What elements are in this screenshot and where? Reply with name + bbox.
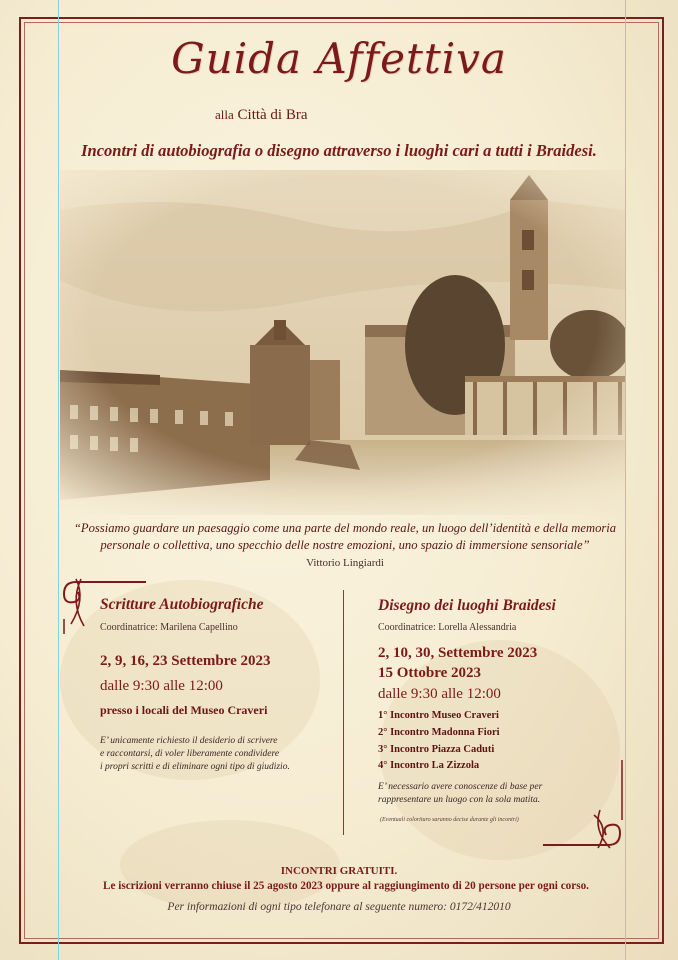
meeting-item: 2° Incontro Madonna Fiori xyxy=(378,727,500,738)
flourish-ornament-icon xyxy=(538,760,628,850)
dates-line: 2, 10, 30, Settembre 2023 xyxy=(378,645,538,661)
note-drawing xyxy=(378,781,542,807)
contact-info: Per informazioni di ogni tipo telefonare al seguente numero: 0172/412010 xyxy=(167,901,511,913)
enrollment-notice: Le iscrizioni verranno chiuse il 25 agosto 2023 oppure al raggiungimento di 20 persone per ogni corso. xyxy=(103,880,589,892)
dates-writing: 2, 9, 16, 23 Settembre 2023 xyxy=(100,653,271,669)
meeting-item: 4° Incontro La Zizzola xyxy=(378,760,480,771)
note-line: e raccontarsi, di voler liberamente condividere xyxy=(100,749,280,759)
dates-drawing xyxy=(378,643,537,683)
quote-author: Vittorio Lingiardi xyxy=(306,557,384,569)
meeting-item: 3° Incontro Piazza Caduti xyxy=(378,744,495,755)
note-line: E’ necessario avere conoscenze di base per xyxy=(378,782,543,792)
tagline: Incontri di autobiografia o disegno attraverso i luoghi cari a tutti i Braidesi. xyxy=(81,141,597,160)
coloring-note: (Eventuali colorituro saranno decise durante gli incontri) xyxy=(380,817,519,823)
place-writing: presso i locali del Museo Craveri xyxy=(100,703,268,717)
note-line: rappresentare un luogo con la sola matita. xyxy=(378,795,541,805)
historic-town-photo xyxy=(60,170,625,515)
subtitle-city: Città di Bra xyxy=(237,107,308,123)
time-drawing: dalle 9:30 alle 12:00 xyxy=(378,686,501,702)
column-divider xyxy=(343,590,344,835)
poster-subtitle xyxy=(215,107,308,124)
free-events-heading: INCONTRI GRATUITI. xyxy=(280,865,398,877)
meeting-item: 1° Incontro Museo Craveri xyxy=(378,710,499,721)
course-title-drawing: Disegno dei luoghi Braidesi xyxy=(378,597,556,614)
coordinator-writing: Coordinatrice: Marilena Capellino xyxy=(100,622,238,633)
quote-text: “Possiamo guardare un paesaggio come una parte del mondo reale, un luogo dell’identità e della memoria personale o collettiva, uno specchio delle nostre emozioni, uno spazio di immersione sensoriale” xyxy=(73,521,617,552)
note-line: i propri scritti e di eliminare ogni tipo di giudizio. xyxy=(100,762,290,772)
note-line: E’ unicamente richiesto il desiderio di scrivere xyxy=(100,736,278,746)
note-writing xyxy=(100,735,290,774)
time-writing: dalle 9:30 alle 12:00 xyxy=(100,678,223,694)
coordinator-drawing: Coordinatrice: Lorella Alessandria xyxy=(378,622,517,633)
dates-line: 15 Ottobre 2023 xyxy=(378,665,482,681)
subtitle-prefix: alla xyxy=(215,107,234,122)
poster-title: Guida Affettiva xyxy=(171,34,507,83)
course-title-writing: Scritture Autobiografiche xyxy=(100,596,264,613)
